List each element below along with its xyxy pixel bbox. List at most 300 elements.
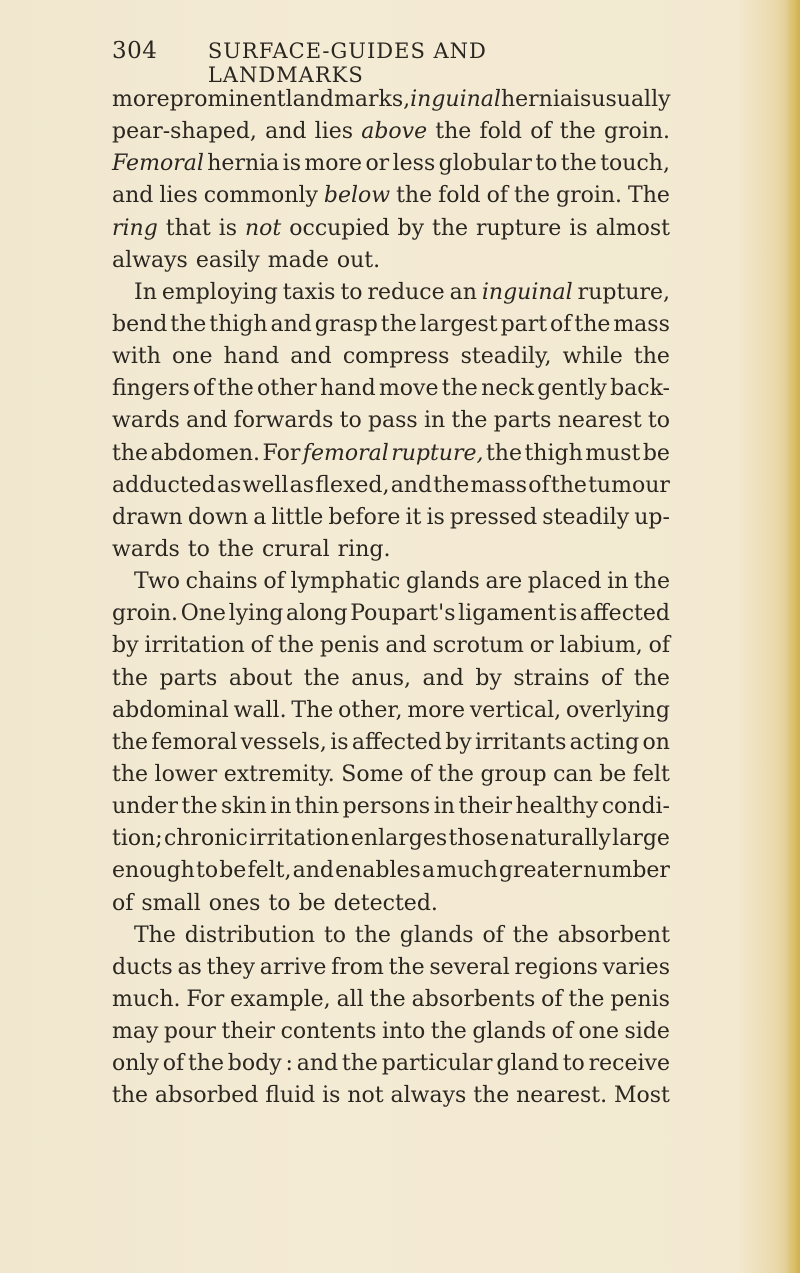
text-line: [112, 920, 670, 952]
word: Some: [341, 761, 404, 787]
word: less: [392, 151, 436, 177]
word: in: [607, 569, 629, 595]
word: and: [385, 633, 427, 659]
word: enables: [335, 858, 421, 884]
word: rupture: [475, 215, 562, 241]
word: little: [271, 504, 324, 530]
word: the: [559, 119, 596, 145]
word: in: [433, 794, 455, 820]
word: lower: [154, 761, 218, 787]
body-text: [112, 84, 670, 1113]
word: always: [112, 247, 188, 273]
running-title: SURFACE-GUIDES AND LANDMARKS: [207, 39, 487, 87]
word: fold: [438, 183, 481, 209]
text-line: [112, 952, 670, 984]
word: well: [242, 472, 289, 498]
word: be: [219, 858, 247, 884]
word: be: [599, 761, 627, 787]
word: compress: [342, 344, 450, 370]
word: is: [330, 729, 349, 755]
word: extremity.: [223, 761, 335, 787]
text-line: [112, 791, 670, 823]
word: landmarks,: [285, 87, 411, 112]
word: and: [296, 1051, 339, 1077]
word: grasp: [314, 311, 378, 337]
word: back-: [610, 376, 670, 402]
text-line: [112, 116, 670, 148]
word: absorbent: [557, 922, 670, 948]
word: receive: [588, 1051, 670, 1077]
word: the: [513, 183, 551, 209]
word: hand: [320, 376, 376, 402]
word: may: [112, 1019, 159, 1045]
word: nearest: [557, 408, 642, 434]
word: chains: [185, 569, 258, 595]
word: is: [322, 1083, 341, 1109]
italic-word: femoral: [302, 440, 389, 466]
word: distribution: [184, 922, 316, 948]
word: to: [323, 922, 347, 948]
word: thigh: [209, 311, 268, 337]
word: placed: [527, 569, 602, 595]
text-line: [112, 309, 670, 341]
word: the: [430, 1019, 467, 1045]
word: of: [550, 311, 572, 337]
word: those: [448, 826, 510, 852]
word: the: [431, 215, 469, 241]
word: of: [541, 986, 563, 1012]
word: the: [217, 376, 254, 402]
word: that: [165, 215, 211, 241]
word: of: [648, 633, 670, 659]
word: thin: [294, 794, 340, 820]
word: of: [601, 665, 623, 691]
word: the: [574, 311, 611, 337]
word: vertical,: [469, 697, 562, 723]
word: wards: [112, 408, 180, 434]
word: prominent: [169, 87, 286, 112]
word: detected.: [333, 890, 438, 916]
word: ones: [208, 890, 261, 916]
word: is: [558, 601, 578, 627]
word: The: [291, 697, 334, 723]
word: the: [433, 472, 470, 498]
text-line: [112, 405, 670, 437]
word: acting: [569, 729, 640, 755]
word: felt: [632, 761, 670, 787]
word: anus,: [351, 665, 412, 691]
word: affected: [579, 601, 670, 627]
word: :: [285, 1051, 293, 1077]
word: touch,: [600, 151, 670, 177]
word: the: [303, 665, 340, 691]
word: wards: [112, 536, 180, 562]
italic-word: inguinal: [481, 279, 573, 305]
text-line: [112, 84, 670, 116]
word: vessels,: [240, 729, 327, 755]
word: tumour: [588, 472, 670, 498]
word: is: [569, 215, 588, 241]
word: healthy: [515, 794, 599, 820]
word: be: [642, 440, 670, 466]
word: as: [289, 472, 315, 498]
word: example,: [230, 986, 331, 1012]
word: and: [422, 665, 464, 691]
word: body: [227, 1051, 282, 1077]
word: or: [365, 151, 390, 177]
word: other: [257, 376, 317, 402]
text-line: [112, 630, 670, 662]
word: groin.: [603, 119, 670, 145]
italic-word: above: [361, 119, 428, 145]
word: steadily,: [460, 344, 552, 370]
word: globular: [438, 151, 532, 177]
word: regions: [514, 954, 598, 980]
word: condi-: [601, 794, 670, 820]
word: must: [585, 440, 641, 466]
word: move: [378, 376, 439, 402]
word: crural: [261, 536, 330, 562]
word: One: [180, 601, 226, 627]
word: fluid: [265, 1083, 316, 1109]
word: small: [141, 890, 201, 916]
word: with: [112, 344, 161, 370]
word: to: [340, 279, 363, 305]
word: and: [292, 858, 334, 884]
word: groin.: [556, 183, 623, 209]
italic-word: ring: [112, 215, 158, 241]
italic-word: rupture,: [391, 440, 484, 466]
word: usually: [591, 87, 671, 112]
word: in: [270, 794, 292, 820]
word: felt,: [247, 858, 292, 884]
word: mass: [613, 311, 670, 337]
word: Poupart's: [350, 601, 456, 627]
word: chronic: [164, 826, 248, 852]
word: tion;: [112, 826, 163, 852]
word: on: [642, 729, 670, 755]
text-line: [112, 1080, 670, 1112]
word: steadily: [542, 504, 630, 530]
word: much.: [112, 986, 181, 1012]
word: the: [633, 665, 670, 691]
word: the: [451, 408, 488, 434]
word: is: [282, 151, 301, 177]
word: as: [177, 954, 202, 980]
word: a: [253, 504, 267, 530]
word: scrotum: [432, 633, 524, 659]
word: hand: [223, 344, 280, 370]
word: strains: [513, 665, 590, 691]
word: by: [112, 633, 139, 659]
word: to: [187, 536, 210, 562]
text-line: [112, 823, 670, 855]
word: of: [551, 1019, 574, 1045]
word: one: [578, 1019, 619, 1045]
word: In: [134, 279, 157, 305]
word: parts: [493, 408, 552, 434]
word: all: [336, 986, 364, 1012]
word: groin.: [112, 601, 179, 627]
word: forwards: [233, 408, 334, 434]
italic-word: not: [245, 215, 282, 241]
word: be: [298, 890, 326, 916]
text-line: [112, 759, 670, 791]
word: thigh: [524, 440, 583, 466]
word: one: [172, 344, 213, 370]
text-line: [112, 534, 670, 566]
word: is: [426, 504, 445, 530]
word: or: [529, 633, 554, 659]
word: pass: [367, 408, 418, 434]
word: of: [410, 761, 432, 787]
word: the: [380, 311, 417, 337]
word: neck: [481, 376, 534, 402]
word: more: [407, 697, 465, 723]
word: large: [612, 826, 670, 852]
word: and: [265, 119, 307, 145]
word: and: [390, 472, 433, 498]
word: side: [624, 1019, 670, 1045]
word: the: [560, 151, 597, 177]
text-line: [112, 1016, 670, 1048]
word: under: [112, 794, 178, 820]
word: part: [500, 311, 548, 337]
text-line: [112, 663, 670, 695]
word: lymphatic: [290, 569, 401, 595]
text-line: [112, 438, 670, 470]
word: by: [445, 729, 472, 755]
word: flexed,: [315, 472, 390, 498]
word: commonly: [203, 183, 318, 209]
word: the: [441, 376, 478, 402]
word: out.: [336, 247, 381, 273]
word: affected: [351, 729, 442, 755]
word: enlarges: [350, 826, 448, 852]
word: almost: [595, 215, 670, 241]
word: For: [262, 440, 301, 466]
word: made: [267, 247, 329, 273]
word: reduce: [367, 279, 445, 305]
word: number: [583, 858, 670, 884]
word: the: [437, 761, 474, 787]
word: a: [421, 858, 436, 884]
word: irritation: [249, 826, 350, 852]
word: lying: [228, 601, 284, 627]
word: pour: [163, 1019, 216, 1045]
word: arrive: [259, 954, 327, 980]
word: particular: [381, 1051, 493, 1077]
word: to: [647, 408, 670, 434]
word: only: [112, 1051, 159, 1077]
word: Most: [613, 1083, 670, 1109]
word: hernia: [207, 151, 280, 177]
word: are: [485, 569, 523, 595]
word: pressed: [449, 504, 538, 530]
italic-word: Femoral: [112, 151, 204, 177]
word: wall.: [233, 697, 287, 723]
word: adducted: [112, 472, 216, 498]
word: The: [134, 922, 176, 948]
word: the: [473, 1083, 510, 1109]
word: always: [390, 1083, 467, 1109]
word: of: [250, 633, 273, 659]
word: glands: [406, 569, 480, 595]
word: and: [270, 311, 312, 337]
word: glands: [472, 1019, 547, 1045]
word: of: [193, 376, 215, 402]
word: group: [480, 761, 547, 787]
word: ring.: [337, 536, 391, 562]
word: the: [181, 794, 218, 820]
text-line: [112, 245, 670, 277]
word: glands: [399, 922, 474, 948]
word: the: [388, 954, 425, 980]
word: as: [216, 472, 242, 498]
word: abdominal: [112, 697, 229, 723]
word: of: [112, 890, 134, 916]
italic-word: inguinal: [410, 87, 501, 112]
word: of: [162, 1051, 185, 1077]
word: the: [112, 440, 149, 466]
word: and: [112, 183, 154, 209]
word: is: [218, 215, 238, 241]
word: gently: [537, 376, 607, 402]
word: bend: [112, 311, 168, 337]
word: skin: [220, 794, 267, 820]
word: their: [221, 1019, 276, 1045]
word: the: [112, 761, 149, 787]
word: the: [512, 922, 549, 948]
word: the: [568, 986, 605, 1012]
text-line: [112, 598, 670, 630]
text-line: [112, 888, 670, 920]
word: rupture,: [577, 279, 670, 305]
word: naturally: [510, 826, 611, 852]
word: ligament: [458, 601, 557, 627]
word: Two: [134, 569, 180, 595]
text-line: [112, 180, 670, 212]
word: an: [449, 279, 477, 305]
word: to: [535, 151, 558, 177]
page-number: 304: [112, 38, 158, 64]
word: enough: [112, 858, 195, 884]
word: the: [369, 986, 406, 1012]
word: hernia: [500, 87, 573, 112]
word: and: [186, 408, 228, 434]
word: contents: [280, 1019, 377, 1045]
word: to: [339, 408, 362, 434]
word: to: [562, 1051, 585, 1077]
word: ducts: [112, 954, 173, 980]
word: to: [195, 858, 219, 884]
word: before: [328, 504, 401, 530]
word: more: [112, 87, 170, 112]
word: absorbents: [411, 986, 536, 1012]
text-line: [112, 566, 670, 598]
text-line: [112, 213, 670, 245]
word: in: [423, 408, 446, 434]
word: the: [633, 344, 670, 370]
word: the: [187, 1051, 224, 1077]
text-line: [112, 470, 670, 502]
running-head: [112, 38, 632, 87]
word: not: [347, 1083, 384, 1109]
word: by: [475, 665, 502, 691]
word: the: [435, 119, 472, 145]
word: occupied: [289, 215, 390, 241]
word: varies: [602, 954, 670, 980]
word: taxis: [282, 279, 336, 305]
word: fold: [479, 119, 523, 145]
word: easily: [195, 247, 260, 273]
word: the: [396, 183, 433, 209]
text-line: [112, 502, 670, 534]
word: other,: [338, 697, 403, 723]
text-line: [112, 341, 670, 373]
word: the: [217, 536, 254, 562]
word: by: [397, 215, 425, 241]
word: penis: [610, 986, 670, 1012]
word: down: [187, 504, 249, 530]
word: drawn: [112, 504, 183, 530]
text-line: [112, 855, 670, 887]
word: the: [112, 665, 149, 691]
word: from: [331, 954, 384, 980]
word: into: [381, 1019, 426, 1045]
word: the: [277, 633, 314, 659]
word: lies: [314, 119, 354, 145]
word: employing: [161, 279, 278, 305]
word: the: [633, 569, 670, 595]
word: For: [186, 986, 225, 1012]
page-edge-shading: [786, 0, 800, 1273]
word: greater: [498, 858, 582, 884]
word: they: [206, 954, 256, 980]
text-line: [112, 695, 670, 727]
word: of: [530, 119, 552, 145]
word: the: [112, 729, 149, 755]
word: nearest.: [516, 1083, 608, 1109]
text-line: [112, 373, 670, 405]
word: persons: [342, 794, 431, 820]
word: of: [263, 569, 285, 595]
word: along: [285, 601, 348, 627]
word: irritants: [475, 729, 567, 755]
word: gland: [496, 1051, 559, 1077]
word: to: [268, 890, 291, 916]
word: lies: [159, 183, 198, 209]
word: irritation: [144, 633, 245, 659]
word: the: [341, 1051, 378, 1077]
word: up-: [634, 504, 670, 530]
text-line: [112, 277, 670, 309]
word: absorbed: [154, 1083, 259, 1109]
word: the: [550, 472, 587, 498]
word: penis: [319, 633, 380, 659]
word: largest: [419, 311, 498, 337]
word: much: [436, 858, 498, 884]
word: their: [458, 794, 512, 820]
word: the: [485, 440, 522, 466]
word: it: [405, 504, 422, 530]
word: pear-shaped,: [112, 119, 257, 145]
text-line: [112, 727, 670, 759]
word: labium,: [559, 633, 643, 659]
italic-word: below: [323, 183, 391, 209]
word: more: [304, 151, 363, 177]
word: fingers: [112, 376, 190, 402]
